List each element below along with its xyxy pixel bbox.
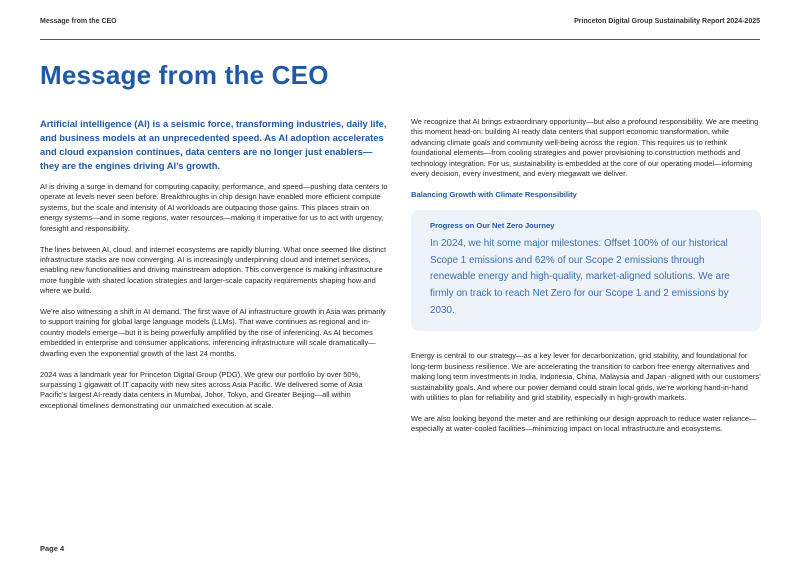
header-report-title: Princeton Digital Group Sustainability Report 2024-2025 — [574, 18, 760, 25]
right-column — [411, 117, 761, 445]
body-paragraph: Energy is central to our strategy—as a key lever for decarbonization, grid stability, and foundational for long-term business resilience. We are accelerating the transition to carbon free energy alternatives and making long term investments in India, Indonesia, China, Malaysia and Japan -aligned with our customers’ sustainability goals. And where our power demand could strain local grids, we’re working hand-in-hand with utilities to plan for reliability and grid stability, especially in high-growth markets. — [411, 351, 761, 403]
body-paragraph: We’re also witnessing a shift in AI demand. The first wave of AI infrastructure growth in Asia was primarily to support training for global large language models (LLMs). That wave continues as regional and in-country models emerge—but it is being powerfully amplified by the rise of inferencing. As AI becomes embedded in enterprise and consumer applications, inferencing infrastructure will scale dramatically—dwarfing even the exponential growth of the last 24 months. — [40, 307, 386, 358]
intro-paragraph: We recognize that AI brings extraordinary opportunity—but also a profound responsibility. We are meeting this moment head-on: building AI ready data centers that support economic transformation, while advancing climate goals and community well-being across the region. This requires us to rethink foundational elements—from cooling strategies and power provisioning to construction methods and technology integration. For us, sustainability is embedded at the core of our operating model—informing every decision, every investment, and every megawatt we deliver. — [411, 117, 759, 179]
header-section-title: Message from the CEO — [40, 18, 117, 25]
header-divider — [40, 39, 760, 40]
callout-title: Progress on Our Net Zero Journey — [430, 220, 555, 230]
page-header — [40, 18, 760, 32]
page-number: Page 4 — [40, 544, 65, 553]
section-subheading: Balancing Growth with Climate Responsibility — [411, 189, 577, 199]
net-zero-callout — [411, 210, 761, 332]
body-paragraph: We are also looking beyond the meter and are rethinking our design approach to reduce water reliance—especially at water-cooled facilities—minimizing impact on local infrastructure and ecosystems. — [411, 413, 757, 434]
lead-paragraph: Artificial intelligence (AI) is a seismic force, transforming industries, daily life, and business models at an unprecedented speed. As AI adoption accelerates and cloud expansion continues, data centers are no longer just enablers—they are the engines driving AI’s growth. — [40, 118, 387, 171]
callout-text: In 2024, we hit some major milestones: Offset 100% of our historical Scope 1 emissions and 62% of our Scope 2 emissions through renewable energy and high-quality, market-aligned solutions. We are firmly on track to reach Net Zero for our Scope 1 and 2 emissions by 2030. — [430, 237, 730, 316]
page-title: Message from the CEO — [40, 60, 329, 90]
body-paragraph: The lines between AI, cloud, and internet ecosystems are rapidly blurring. What once seemed like distinct infrastructure stacks are now converging. AI is increasingly underpinning cloud and internet services, enabling new functionalities and driving mainstream adoption. This convergence is making infrastructure more fungible with shared location strategies and larger-scale capacity requirements shaping how and where we build. — [40, 244, 387, 296]
left-column — [40, 117, 390, 422]
body-paragraph: 2024 was a landmark year for Princeton Digital Group (PDG). We grew our portfolio by over 50%, surpassing 1 gigawatt of IT capacity with new sites across Asia Pacific. We delivered some of Asia Pacific’s largest AI-ready data centers in Mumbai, Johor, Tokyo, and Greater Beijing—all within exceptional timelines demonstrating our unmatched execution at scale. — [40, 369, 363, 410]
body-paragraph: AI is driving a surge in demand for computing capacity, performance, and speed—pushing data centers to operate at levels never seen before. Breakthroughs in chip design have enabled more efficient compute systems, but the scale and intensity of AI workloads are outpacing those gains. This places strain on energy systems—and in some regions, water resources—making it imperative for us to act with urgency, foresight and responsibility. — [40, 182, 388, 233]
